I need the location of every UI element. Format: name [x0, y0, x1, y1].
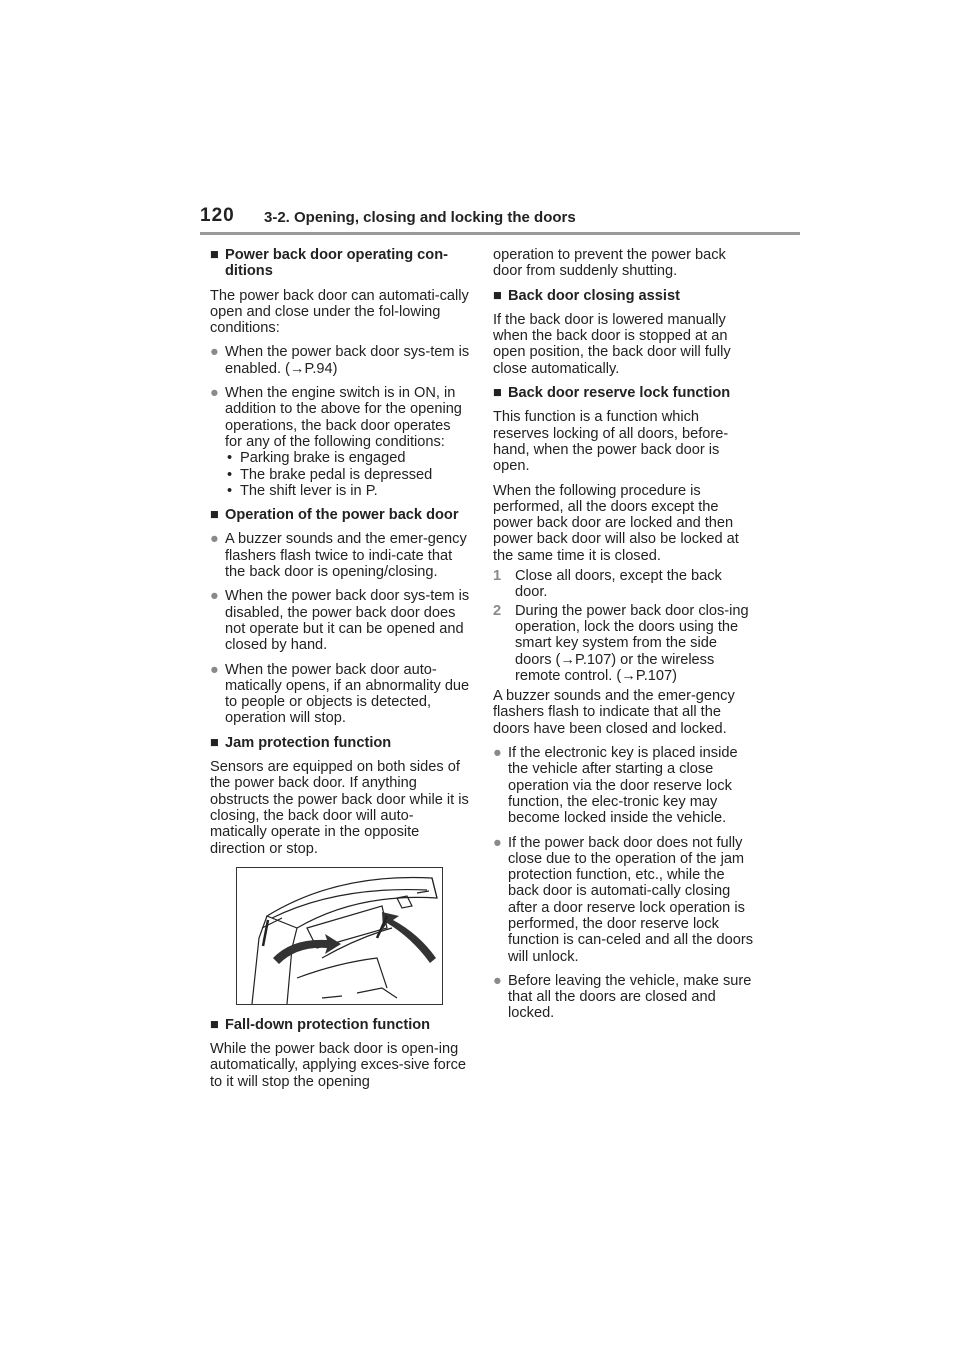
bullet-icon: ●	[210, 588, 219, 605]
procedure-step: 2 During the power back door clos-ing operation, lock the doors using the smart key system from the side doors (→P.107) or the wireless remote control. (→P.107)	[493, 602, 749, 684]
heading-reserve-lock: ■ Back door reserve lock function	[493, 385, 731, 402]
square-marker-icon: ■	[210, 734, 219, 751]
paragraph: The power back door can automati-cally open and close under the fol-lowing conditions:	[210, 287, 469, 337]
page-header	[200, 205, 800, 235]
bullet-item: ● Before leaving the vehicle, make sure that all the doors are closed and locked.	[493, 972, 752, 1022]
dash-icon: •	[227, 482, 233, 499]
left-column	[210, 247, 470, 1098]
bullet-item: ● A buzzer sounds and the emer-gency flashers flash twice to indi-cate that the back door is opening/closing.	[210, 531, 467, 581]
heading-jam-protection: ■ Jam protection function	[210, 734, 392, 751]
paragraph: When the following procedure is performed, all the doors except the power back door are locked and then power back door will also be locked at the same time it is closed.	[493, 482, 739, 564]
paragraph: A buzzer sounds and the emer-gency flashers flash to indicate that all the doors have been closed and locked.	[493, 688, 735, 737]
bullet-item: ● When the power back door sys-tem is disabled, the power back door does not operate but it can be opened and closed by hand.	[210, 588, 470, 654]
step-number: 2	[493, 602, 502, 619]
bullet-item: ● When the engine switch is in ON, in addition to the above for the opening operations, the back door operates for any of the following conditions: • Parking brake is engaged • The brake pedal is depressed • The shift lever is in P.	[210, 385, 470, 499]
list-item: • The brake pedal is depressed	[227, 466, 433, 483]
back-door-sensor-illustration	[236, 867, 443, 1005]
right-column	[493, 247, 753, 1030]
square-marker-icon: ■	[210, 507, 219, 524]
heading-operating-conditions: ■ Power back door operating con-ditions	[210, 247, 448, 280]
section-title: 3-2. Opening, closing and locking the doors	[264, 209, 576, 226]
procedure-step: 1 Close all doors, except the back door.	[493, 568, 722, 601]
list-item: • The shift lever is in P.	[227, 482, 378, 499]
bullet-icon: ●	[210, 531, 219, 548]
bullet-item: ● When the power back door auto-matically opens, if an abnormality due to people or objects is detected, operation will stop.	[210, 661, 470, 727]
bullet-item: ● If the power back door does not fully close due to the operation of the jam protection function, etc., while the back door is automati-cally closing after a door reserve lock operation is performed, the door reserve lock function is can-celed and all the doors will unlock.	[493, 834, 754, 965]
bullet-icon: ●	[493, 972, 502, 989]
paragraph: If the back door is lowered manually when the back door is stopped at an open position, the back door will fully close automatically.	[493, 311, 731, 377]
dash-icon: •	[227, 466, 233, 483]
dash-icon: •	[227, 450, 233, 467]
heading-closing-assist: ■ Back door closing assist	[493, 287, 680, 304]
bullet-icon: ●	[493, 745, 502, 762]
bullet-item: ● If the electronic key is placed inside the vehicle after starting a close operation via the door reserve lock function, the elec-tronic key may become locked inside the vehicle.	[493, 745, 738, 827]
heading-operation: ■ Operation of the power back door	[210, 507, 459, 524]
step-number: 1	[493, 568, 502, 585]
condition-list	[225, 450, 470, 499]
bullet-icon: ●	[210, 344, 219, 361]
back-door-illustration-svg	[237, 868, 442, 1004]
paragraph: This function is a function which reserves locking of all doors, before-hand, when the power back door is open.	[493, 409, 729, 475]
square-marker-icon: ■	[210, 1016, 219, 1033]
bullet-icon: ●	[210, 661, 219, 678]
paragraph: Sensors are equipped on both sides of the power back door. If anything obstructs the power back door while it is closing, the back door will auto-matically operate in the opposite direction or stop.	[210, 759, 469, 857]
heading-fall-down-protection: ■ Fall-down protection function	[210, 1016, 431, 1033]
bullet-icon: ●	[493, 834, 502, 851]
square-marker-icon: ■	[210, 247, 219, 263]
list-item: • Parking brake is engaged	[227, 450, 406, 467]
paragraph: operation to prevent the power back door from suddenly shutting.	[493, 247, 726, 280]
bullet-icon: ●	[210, 385, 219, 402]
square-marker-icon: ■	[493, 287, 502, 304]
header-rule	[200, 232, 800, 235]
bullet-item: ● When the power back door sys-tem is enabled. (→P.94)	[210, 344, 470, 377]
paragraph: While the power back door is open-ing automatically, applying exces-sive force to it will stop the opening	[210, 1041, 467, 1090]
square-marker-icon: ■	[493, 385, 502, 402]
page-number: 120	[200, 205, 235, 226]
